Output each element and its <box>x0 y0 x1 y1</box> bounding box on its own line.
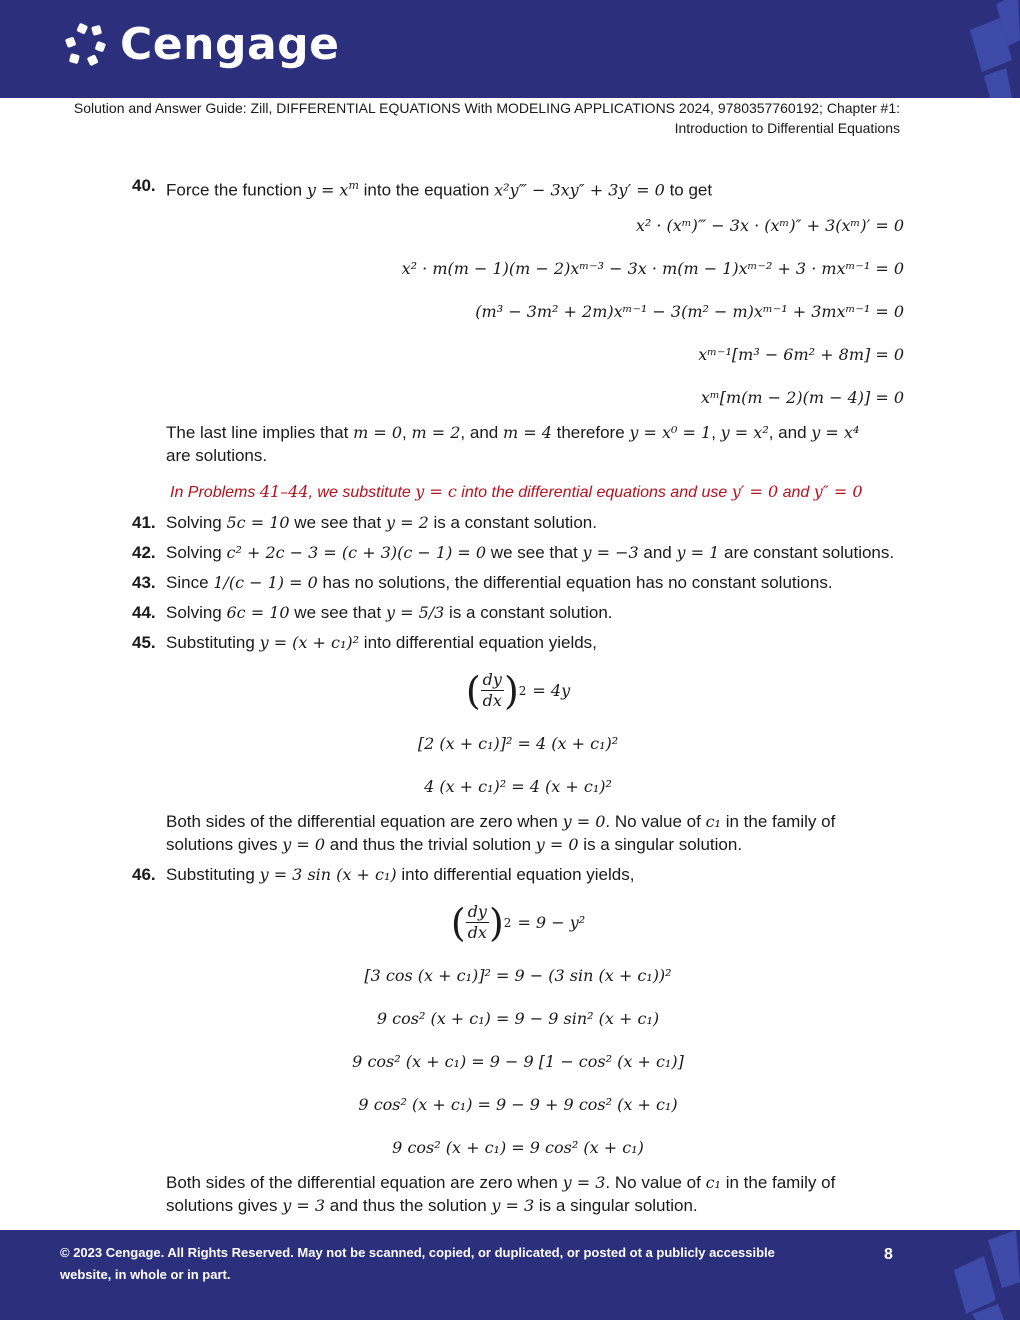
equation: 9 cos² (x + c₁) = 9 − 9 sin² (x + c₁) <box>376 1008 660 1028</box>
problem-text: Force the function $y = x^m$ into the equation x²y‴ − 3xy″ + 3y′ = 0 to get <box>166 179 713 200</box>
equation: 9 cos² (x + c₁) = 9 cos² (x + c₁) <box>392 1137 644 1157</box>
corner-decoration-icon <box>950 1230 1020 1320</box>
equation: [3 cos (x + c₁)]² = 9 − (3 sin (x + c₁))² <box>364 965 672 985</box>
problem-44: 44. Solving 6c = 10 we see that y = 5/3 is a constant solution. <box>132 602 613 622</box>
cengage-logo <box>62 20 339 70</box>
instruction-note: In Problems 41–44, we substitute y = c into the differential equations and use y′ = 0 and y″ = 0 <box>170 481 863 501</box>
copyright-notice: © 2023 Cengage. All Rights Reserved. May not be scanned, copied, or duplicated, or posted ot a publicly accessible website, in whole or in part. <box>60 1245 775 1282</box>
equation: x² · m(m − 1)(m − 2)xᵐ⁻³ − 3x · m(m − 1)xᵐ⁻² + 3 · mxᵐ⁻¹ = 0 <box>401 258 904 278</box>
content <box>132 175 904 1217</box>
derivative-equation-46: ( $\frac{dy}{dx}$ ) 2 = 9 − y² <box>450 900 586 945</box>
problem-43: 43. Since 1/(c − 1) = 0 has no solutions, the differential equation has no constant solutions. <box>132 572 833 592</box>
equation: x² · (xᵐ)‴ − 3x · (xᵐ)″ + 3(xᵐ)′ = 0 <box>635 215 904 235</box>
header-band <box>0 0 1020 98</box>
guide-title: Solution and Answer Guide: Zill, DIFFERENTIAL EQUATIONS With MODELING APPLICATIONS 2024, 9780357760192; Chapter #1: Introduction to Differential Equations <box>73 100 900 136</box>
problem-46: 46. Substituting y = 3 sin (x + c₁) into differential equation yields, <box>132 864 635 884</box>
derivative-equation-45: ( $\frac{dy}{dx}$ ) 2 = 4y <box>465 668 571 713</box>
problem-45: 45. Substituting y = (x + c₁)² into differential equation yields, <box>132 632 597 652</box>
equation: 9 cos² (x + c₁) = 9 − 9 + 9 cos² (x + c₁) <box>358 1094 678 1114</box>
equation: 4 (x + c₁)² = 4 (x + c₁)² <box>424 776 612 796</box>
equation: xᵐ[m(m − 2)(m − 4)] = 0 <box>700 387 904 407</box>
problem-40 <box>132 175 904 202</box>
corner-decoration-icon <box>960 0 1020 98</box>
page-number: 8 <box>884 1246 893 1263</box>
problem-number: 40. <box>132 176 156 195</box>
problem-42: 42. Solving c² + 2c − 3 = (c + 3)(c − 1) = 0 we see that y = −3 and y = 1 are constant solutions. <box>132 542 895 562</box>
equation: 9 cos² (x + c₁) = 9 − 9 [1 − cos² (x + c₁)] <box>352 1051 684 1071</box>
equation-block-40 <box>132 204 904 419</box>
conclusion-46: Both sides of the differential equation are zero when y = 3. No value of c₁ in the family of solutions gives y = 3 and thus the solution y = 3 is a singular solution. <box>166 1172 836 1215</box>
equation: [2 (x + c₁)]² = 4 (x + c₁)² <box>417 733 619 753</box>
brand-name: Cengage <box>120 19 340 70</box>
equation: (m³ − 3m² + 2m)xᵐ⁻¹ − 3(m² − m)xᵐ⁻¹ + 3mxᵐ⁻¹ = 0 <box>475 301 904 321</box>
conclusion-40: The last line implies that m = 0, m = 2, and m = 4 therefore y = x⁰ = 1, y = x², and y = x⁴ are solutions. <box>166 422 860 465</box>
footer-band <box>0 1230 1020 1320</box>
conclusion-45: Both sides of the differential equation are zero when y = 0. No value of c₁ in the family of solutions gives y = 0 and thus the trivial solution y = 0 is a singular solution. <box>166 811 836 854</box>
equation: xᵐ⁻¹[m³ − 6m² + 8m] = 0 <box>698 344 904 364</box>
cengage-mark-icon <box>62 20 112 70</box>
problem-41: 41. Solving 5c = 10 we see that y = 2 is a constant solution. <box>132 512 597 532</box>
